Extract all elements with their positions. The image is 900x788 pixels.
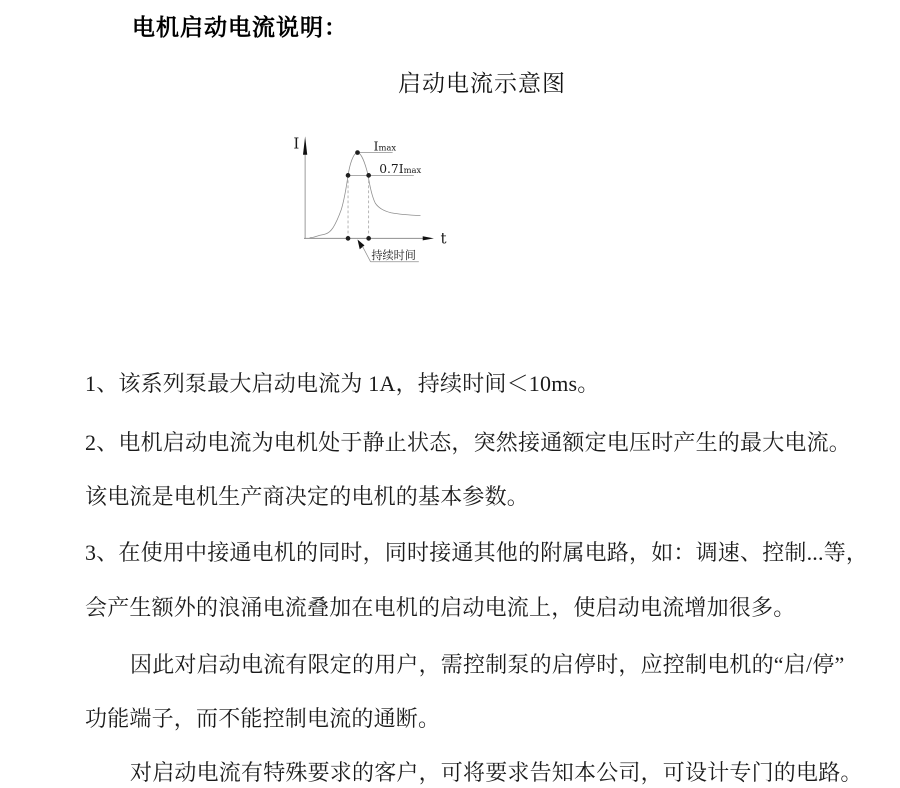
peak-dot <box>355 150 360 155</box>
startup-current-chart <box>270 100 610 355</box>
threshold-left-dot <box>346 173 351 178</box>
paragraph-line-4: 3、在使用中接通电机的同时，同时接通其他的附属电路，如：调速、控制...等， <box>85 540 869 565</box>
imax-label: Imax <box>373 139 397 154</box>
y-axis-label: I <box>293 134 300 153</box>
threshold-label: 0.7Imax <box>379 162 422 177</box>
duration-leader-line <box>363 246 371 261</box>
chart-title: 启动电流示意图 <box>398 71 566 96</box>
paragraph-line-6: 因此对启动电流有限定的用户，需控制泵的启停时，应控制电机的“启/停” <box>130 652 845 677</box>
threshold-right-dot <box>366 173 371 178</box>
paragraph-line-1: 1、该系列泵最大启动电流为 1A，持续时间＜10ms。 <box>85 371 600 396</box>
x-axis-label: t <box>440 229 447 248</box>
y-axis-arrow-icon <box>303 136 307 154</box>
axis-right-dot <box>366 236 371 241</box>
x-axis-arrow-icon <box>423 236 434 240</box>
axis-left-dot <box>346 236 351 241</box>
duration-label: 持续时间 <box>371 248 416 262</box>
paragraph-line-7: 功能端子，而不能控制电流的通断。 <box>85 706 441 731</box>
paragraph-line-8: 对启动电流有特殊要求的客户，可将要求告知本公司，可设计专门的电路。 <box>130 760 863 785</box>
page-title: 电机启动电流说明： <box>132 14 348 40</box>
paragraph-line-2: 2、电机启动电流为电机处于静止状态，突然接通额定电压时产生的最大电流。 <box>85 430 852 455</box>
paragraph-line-3: 该电流是电机生产商决定的电机的基本参数。 <box>85 484 530 509</box>
paragraph-line-5: 会产生额外的浪涌电流叠加在电机的启动电流上，使启动电流增加很多。 <box>85 595 796 620</box>
